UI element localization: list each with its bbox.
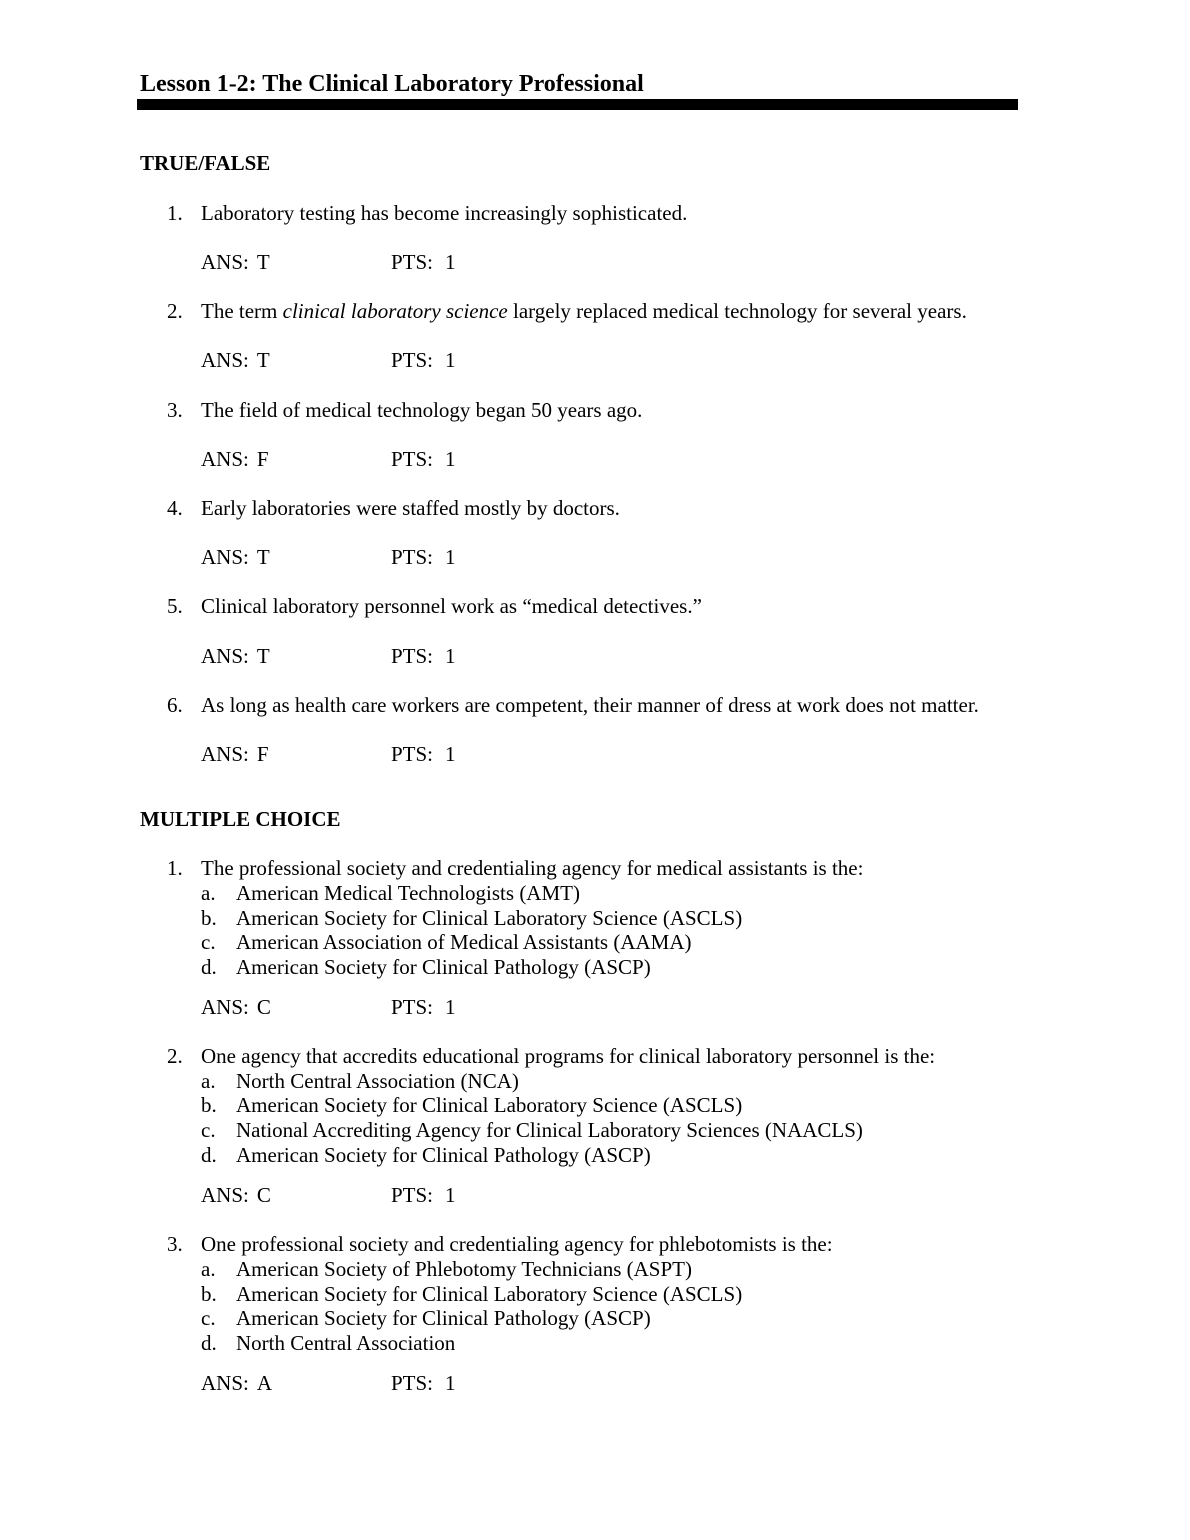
points-line bbox=[391, 1370, 456, 1396]
points-value: 1 bbox=[445, 545, 456, 569]
points-line bbox=[391, 741, 456, 767]
multiple-choice-heading: MULTIPLE CHOICE bbox=[140, 807, 341, 831]
answer-label: ANS: bbox=[201, 995, 249, 1019]
option-text: American Society for Clinical Pathology (ASCP) bbox=[236, 955, 651, 979]
points-value: 1 bbox=[445, 644, 456, 668]
page-title: Lesson 1-2: The Clinical Laboratory Professional bbox=[140, 71, 644, 97]
points-value: 1 bbox=[445, 348, 456, 372]
points-value: 1 bbox=[445, 447, 456, 471]
option-text: American Society for Clinical Laboratory Science (ASCLS) bbox=[236, 1093, 743, 1117]
question-number: 5. bbox=[167, 594, 183, 618]
answer-line bbox=[201, 1182, 271, 1208]
question-text: Early laboratories were staffed mostly by doctors. bbox=[201, 496, 620, 520]
option-text: American Medical Technologists (AMT) bbox=[236, 881, 580, 905]
question-text: The term clinical laboratory science largely replaced medical technology for several years. bbox=[201, 299, 967, 323]
answer-line bbox=[201, 544, 270, 570]
answer-value: T bbox=[256, 348, 270, 372]
points-line bbox=[391, 446, 456, 472]
option-letter: c. bbox=[201, 930, 216, 954]
option-text: National Accrediting Agency for Clinical Laboratory Sciences (NAACLS) bbox=[236, 1118, 863, 1142]
answer-label: ANS: bbox=[201, 348, 249, 372]
title-rule bbox=[137, 99, 1018, 110]
answer-label: ANS: bbox=[201, 1371, 249, 1395]
answer-line bbox=[201, 1370, 272, 1396]
question-text: One professional society and credentialing agency for phlebotomists is the: bbox=[201, 1232, 833, 1256]
question-number: 3. bbox=[167, 398, 183, 422]
points-line bbox=[391, 347, 456, 373]
option-text: North Central Association (NCA) bbox=[236, 1069, 519, 1093]
question-number: 4. bbox=[167, 496, 183, 520]
question-number: 6. bbox=[167, 693, 183, 717]
option-text: American Society of Phlebotomy Technicians (ASPT) bbox=[236, 1257, 692, 1281]
answer-value: C bbox=[256, 1183, 271, 1207]
question-number: 3. bbox=[167, 1232, 183, 1256]
points-label: PTS: bbox=[391, 742, 434, 766]
points-label: PTS: bbox=[391, 644, 434, 668]
points-label: PTS: bbox=[391, 995, 434, 1019]
option-letter: b. bbox=[201, 906, 217, 930]
answer-line bbox=[201, 347, 270, 373]
answer-label: ANS: bbox=[201, 742, 249, 766]
question-number: 1. bbox=[167, 856, 183, 880]
answer-value: C bbox=[256, 995, 271, 1019]
points-label: PTS: bbox=[391, 1371, 434, 1395]
answer-line bbox=[201, 446, 269, 472]
option-letter: b. bbox=[201, 1282, 217, 1306]
option-letter: a. bbox=[201, 1257, 216, 1281]
points-value: 1 bbox=[445, 1183, 456, 1207]
answer-label: ANS: bbox=[201, 447, 249, 471]
points-label: PTS: bbox=[391, 447, 434, 471]
points-line bbox=[391, 544, 456, 570]
option-letter: a. bbox=[201, 1069, 216, 1093]
answer-value: T bbox=[256, 644, 270, 668]
question-text: The professional society and credentialing agency for medical assistants is the: bbox=[201, 856, 864, 880]
answer-value: T bbox=[256, 545, 270, 569]
answer-value: F bbox=[256, 742, 269, 766]
points-value: 1 bbox=[445, 742, 456, 766]
answer-label: ANS: bbox=[201, 250, 249, 274]
points-line bbox=[391, 643, 456, 669]
question-number: 2. bbox=[167, 1044, 183, 1068]
answer-value: T bbox=[256, 250, 270, 274]
points-line bbox=[391, 249, 456, 275]
option-letter: d. bbox=[201, 955, 217, 979]
true-false-heading: TRUE/FALSE bbox=[140, 151, 271, 175]
answer-line bbox=[201, 249, 270, 275]
points-value: 1 bbox=[445, 250, 456, 274]
option-text: American Society for Clinical Laboratory Science (ASCLS) bbox=[236, 906, 743, 930]
points-label: PTS: bbox=[391, 250, 434, 274]
question-text: Clinical laboratory personnel work as “medical detectives.” bbox=[201, 594, 702, 618]
option-text: American Society for Clinical Laboratory Science (ASCLS) bbox=[236, 1282, 743, 1306]
points-label: PTS: bbox=[391, 348, 434, 372]
answer-line bbox=[201, 741, 269, 767]
option-text: American Association of Medical Assistants (AAMA) bbox=[236, 930, 692, 954]
question-text: The field of medical technology began 50 years ago. bbox=[201, 398, 643, 422]
answer-label: ANS: bbox=[201, 545, 249, 569]
question-text: As long as health care workers are competent, their manner of dress at work does not matter. bbox=[201, 693, 979, 717]
answer-value: A bbox=[256, 1371, 273, 1395]
points-value: 1 bbox=[445, 1371, 456, 1395]
option-text: American Society for Clinical Pathology (ASCP) bbox=[236, 1306, 651, 1330]
answer-label: ANS: bbox=[201, 1183, 249, 1207]
answer-value: F bbox=[256, 447, 269, 471]
points-line bbox=[391, 994, 456, 1020]
answer-line bbox=[201, 643, 270, 669]
question-number: 2. bbox=[167, 299, 183, 323]
option-letter: c. bbox=[201, 1118, 216, 1142]
answer-label: ANS: bbox=[201, 644, 249, 668]
option-text: North Central Association bbox=[236, 1331, 456, 1355]
answer-line bbox=[201, 994, 271, 1020]
option-letter: a. bbox=[201, 881, 216, 905]
points-label: PTS: bbox=[391, 1183, 434, 1207]
italic-term: clinical laboratory science bbox=[282, 299, 508, 323]
option-letter: d. bbox=[201, 1143, 217, 1167]
question-number: 1. bbox=[167, 201, 183, 225]
points-line bbox=[391, 1182, 456, 1208]
option-letter: d. bbox=[201, 1331, 217, 1355]
option-letter: c. bbox=[201, 1306, 216, 1330]
question-text: Laboratory testing has become increasingly sophisticated. bbox=[201, 201, 688, 225]
option-text: American Society for Clinical Pathology (ASCP) bbox=[236, 1143, 651, 1167]
option-letter: b. bbox=[201, 1093, 217, 1117]
points-label: PTS: bbox=[391, 545, 434, 569]
points-value: 1 bbox=[445, 995, 456, 1019]
question-text: One agency that accredits educational programs for clinical laboratory personnel is the: bbox=[201, 1044, 936, 1068]
